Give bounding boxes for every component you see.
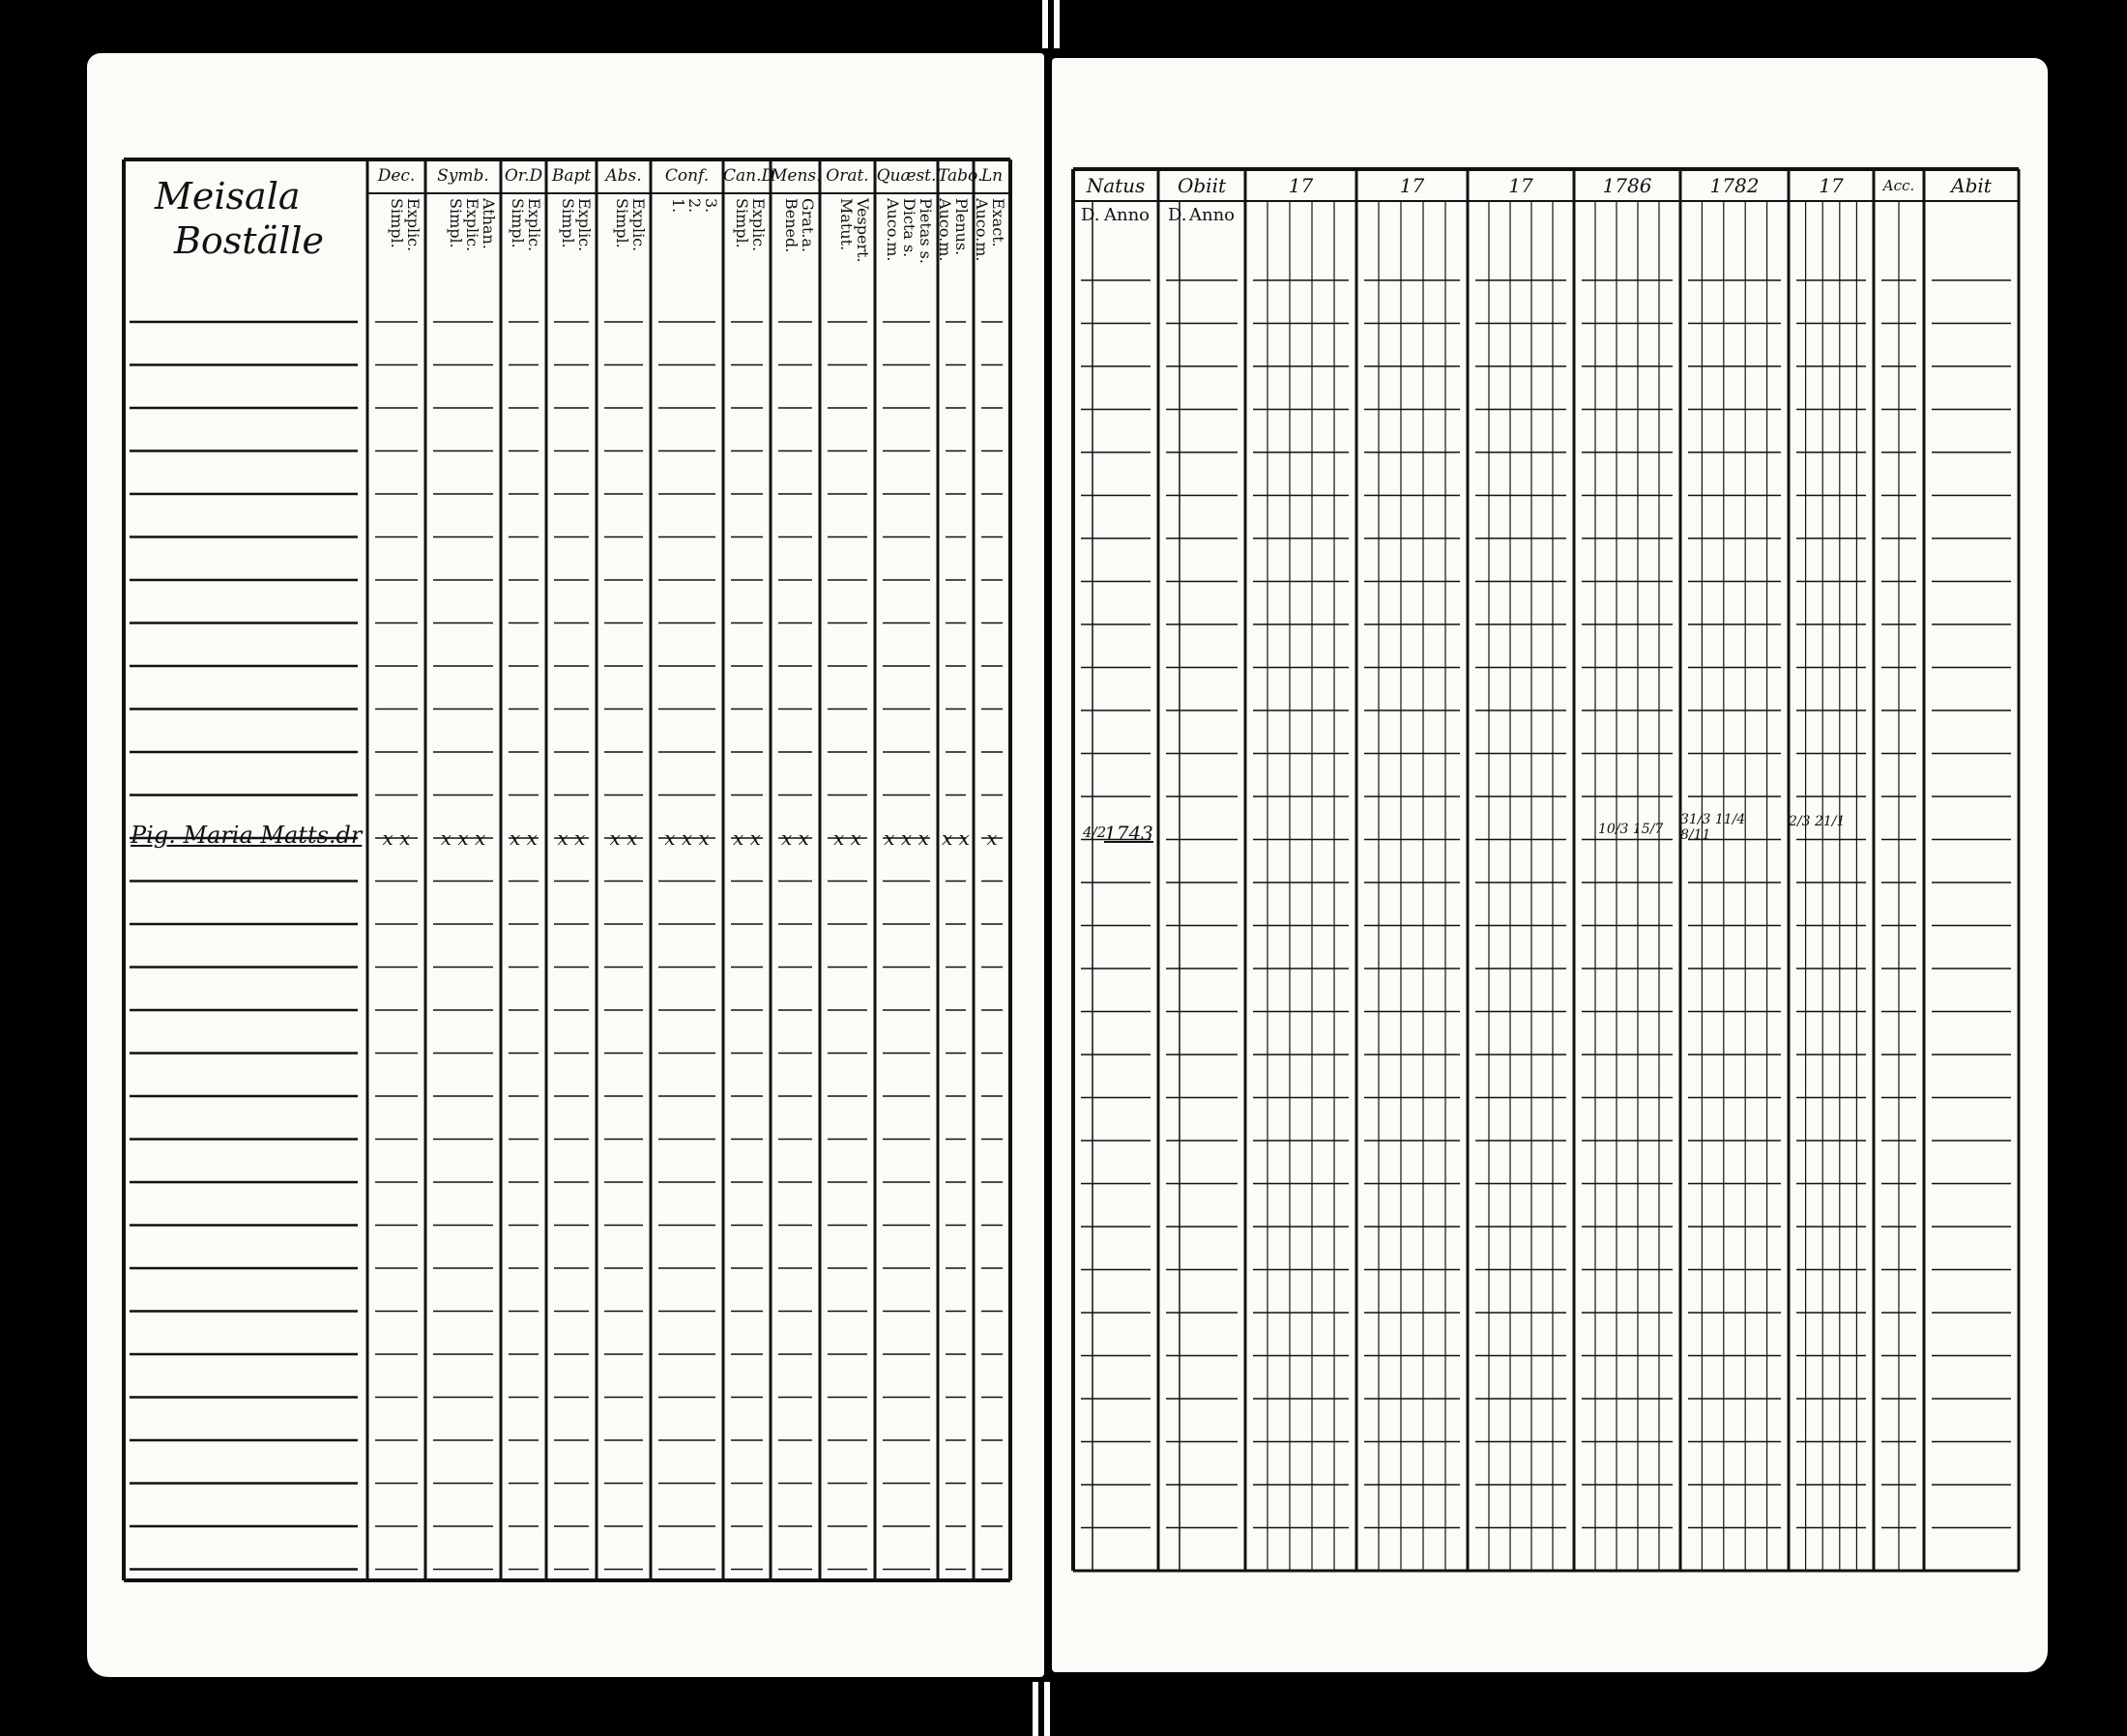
column-header: Abit: [1951, 174, 1992, 197]
column-subheader: Explic. Simpl.: [613, 198, 648, 252]
left-page: [87, 53, 1044, 1677]
column-subheader: Exact. Auco.m.: [973, 198, 1007, 262]
column-header: Orat.: [826, 166, 869, 186]
column-subheader: 3. 2. 1.: [669, 198, 720, 214]
entry-natus-year: 1743: [1104, 822, 1153, 845]
column-header: 1786: [1602, 174, 1652, 197]
entry-mark: x x: [781, 826, 809, 850]
column-header: Bapt: [551, 166, 592, 186]
entry-natus-day: 4/2: [1083, 824, 1107, 841]
column-subheader: Explic. Simpl.: [559, 198, 594, 252]
entry-mark: x x x: [664, 826, 710, 850]
column-subheader: Athan. Explic. Simpl.: [447, 198, 498, 252]
right-page: [1052, 58, 2048, 1672]
column-header: Symb.: [437, 166, 489, 186]
entry-mark: x x: [833, 826, 861, 850]
column-header: Obiit: [1177, 174, 1227, 197]
column-header: Natus: [1086, 174, 1146, 197]
column-subheader: Explic. Simpl.: [509, 198, 543, 252]
column-header: Abs.: [605, 166, 642, 186]
gutter-mark-top-2: [1054, 0, 1060, 48]
column-header: Or.D: [504, 166, 543, 186]
column-header: Can.D: [723, 166, 775, 186]
gutter-mark-bottom: [1033, 1682, 1038, 1736]
entry-mark: x: [986, 826, 998, 850]
entry-mark: x x x: [440, 826, 486, 850]
entry-year-mark-1782: 31/3 11/4 8/11: [1680, 812, 1746, 843]
entry-name: Pig. Maria Matts.dr: [131, 822, 363, 849]
column-header: 17: [1508, 174, 1533, 197]
entry-mark: x x: [942, 826, 970, 850]
entry-mark: x x: [609, 826, 638, 850]
natus-sub-anno: Anno: [1104, 205, 1151, 225]
column-header: 17: [1399, 174, 1425, 197]
column-header: Ln: [980, 166, 1004, 186]
column-header: 17: [1288, 174, 1314, 197]
column-header: Quæst.: [876, 166, 937, 186]
column-header: 1782: [1709, 174, 1760, 197]
column-subheader: Plenus. Auco.m.: [936, 198, 971, 262]
column-header: 17: [1819, 174, 1844, 197]
place-title-line1: Meisala: [155, 175, 301, 217]
column-header: Acc.: [1882, 177, 1915, 194]
entry-mark: x x: [510, 826, 538, 850]
column-subheader: Pietas s. Dicta s. Auco.m.: [884, 198, 935, 264]
place-title-line2: Boställe: [174, 219, 325, 262]
obiit-sub-day: D.: [1168, 205, 1187, 225]
place-title: [155, 174, 324, 263]
entry-mark: x x: [733, 826, 761, 850]
column-subheader: Explic. Simpl.: [388, 198, 422, 252]
entry-year-mark-1786: 10/3 15/7: [1598, 822, 1664, 837]
column-header: Dec.: [377, 166, 416, 186]
column-header: Mens.: [771, 166, 822, 186]
gutter-mark-bottom-2: [1044, 1682, 1050, 1736]
column-subheader: Vespert. Matut.: [837, 198, 872, 263]
right-ruling: [1052, 58, 2048, 1672]
left-ruling: [87, 53, 1044, 1677]
column-subheader: Explic. Simpl.: [733, 198, 768, 252]
column-subheader: Grat.a. Bened.: [782, 198, 817, 253]
entry-mark: x x x: [884, 826, 929, 850]
entry-mark: x x: [382, 826, 411, 850]
gutter-mark-top: [1042, 0, 1048, 48]
natus-sub-day: D.: [1081, 205, 1100, 225]
obiit-sub-anno: Anno: [1189, 205, 1236, 225]
entry-mark: x x: [557, 826, 586, 850]
column-header: Conf.: [664, 166, 710, 186]
entry-year-mark-17: 2/3 21/1: [1789, 814, 1846, 829]
column-header: Tabo.: [938, 166, 983, 186]
